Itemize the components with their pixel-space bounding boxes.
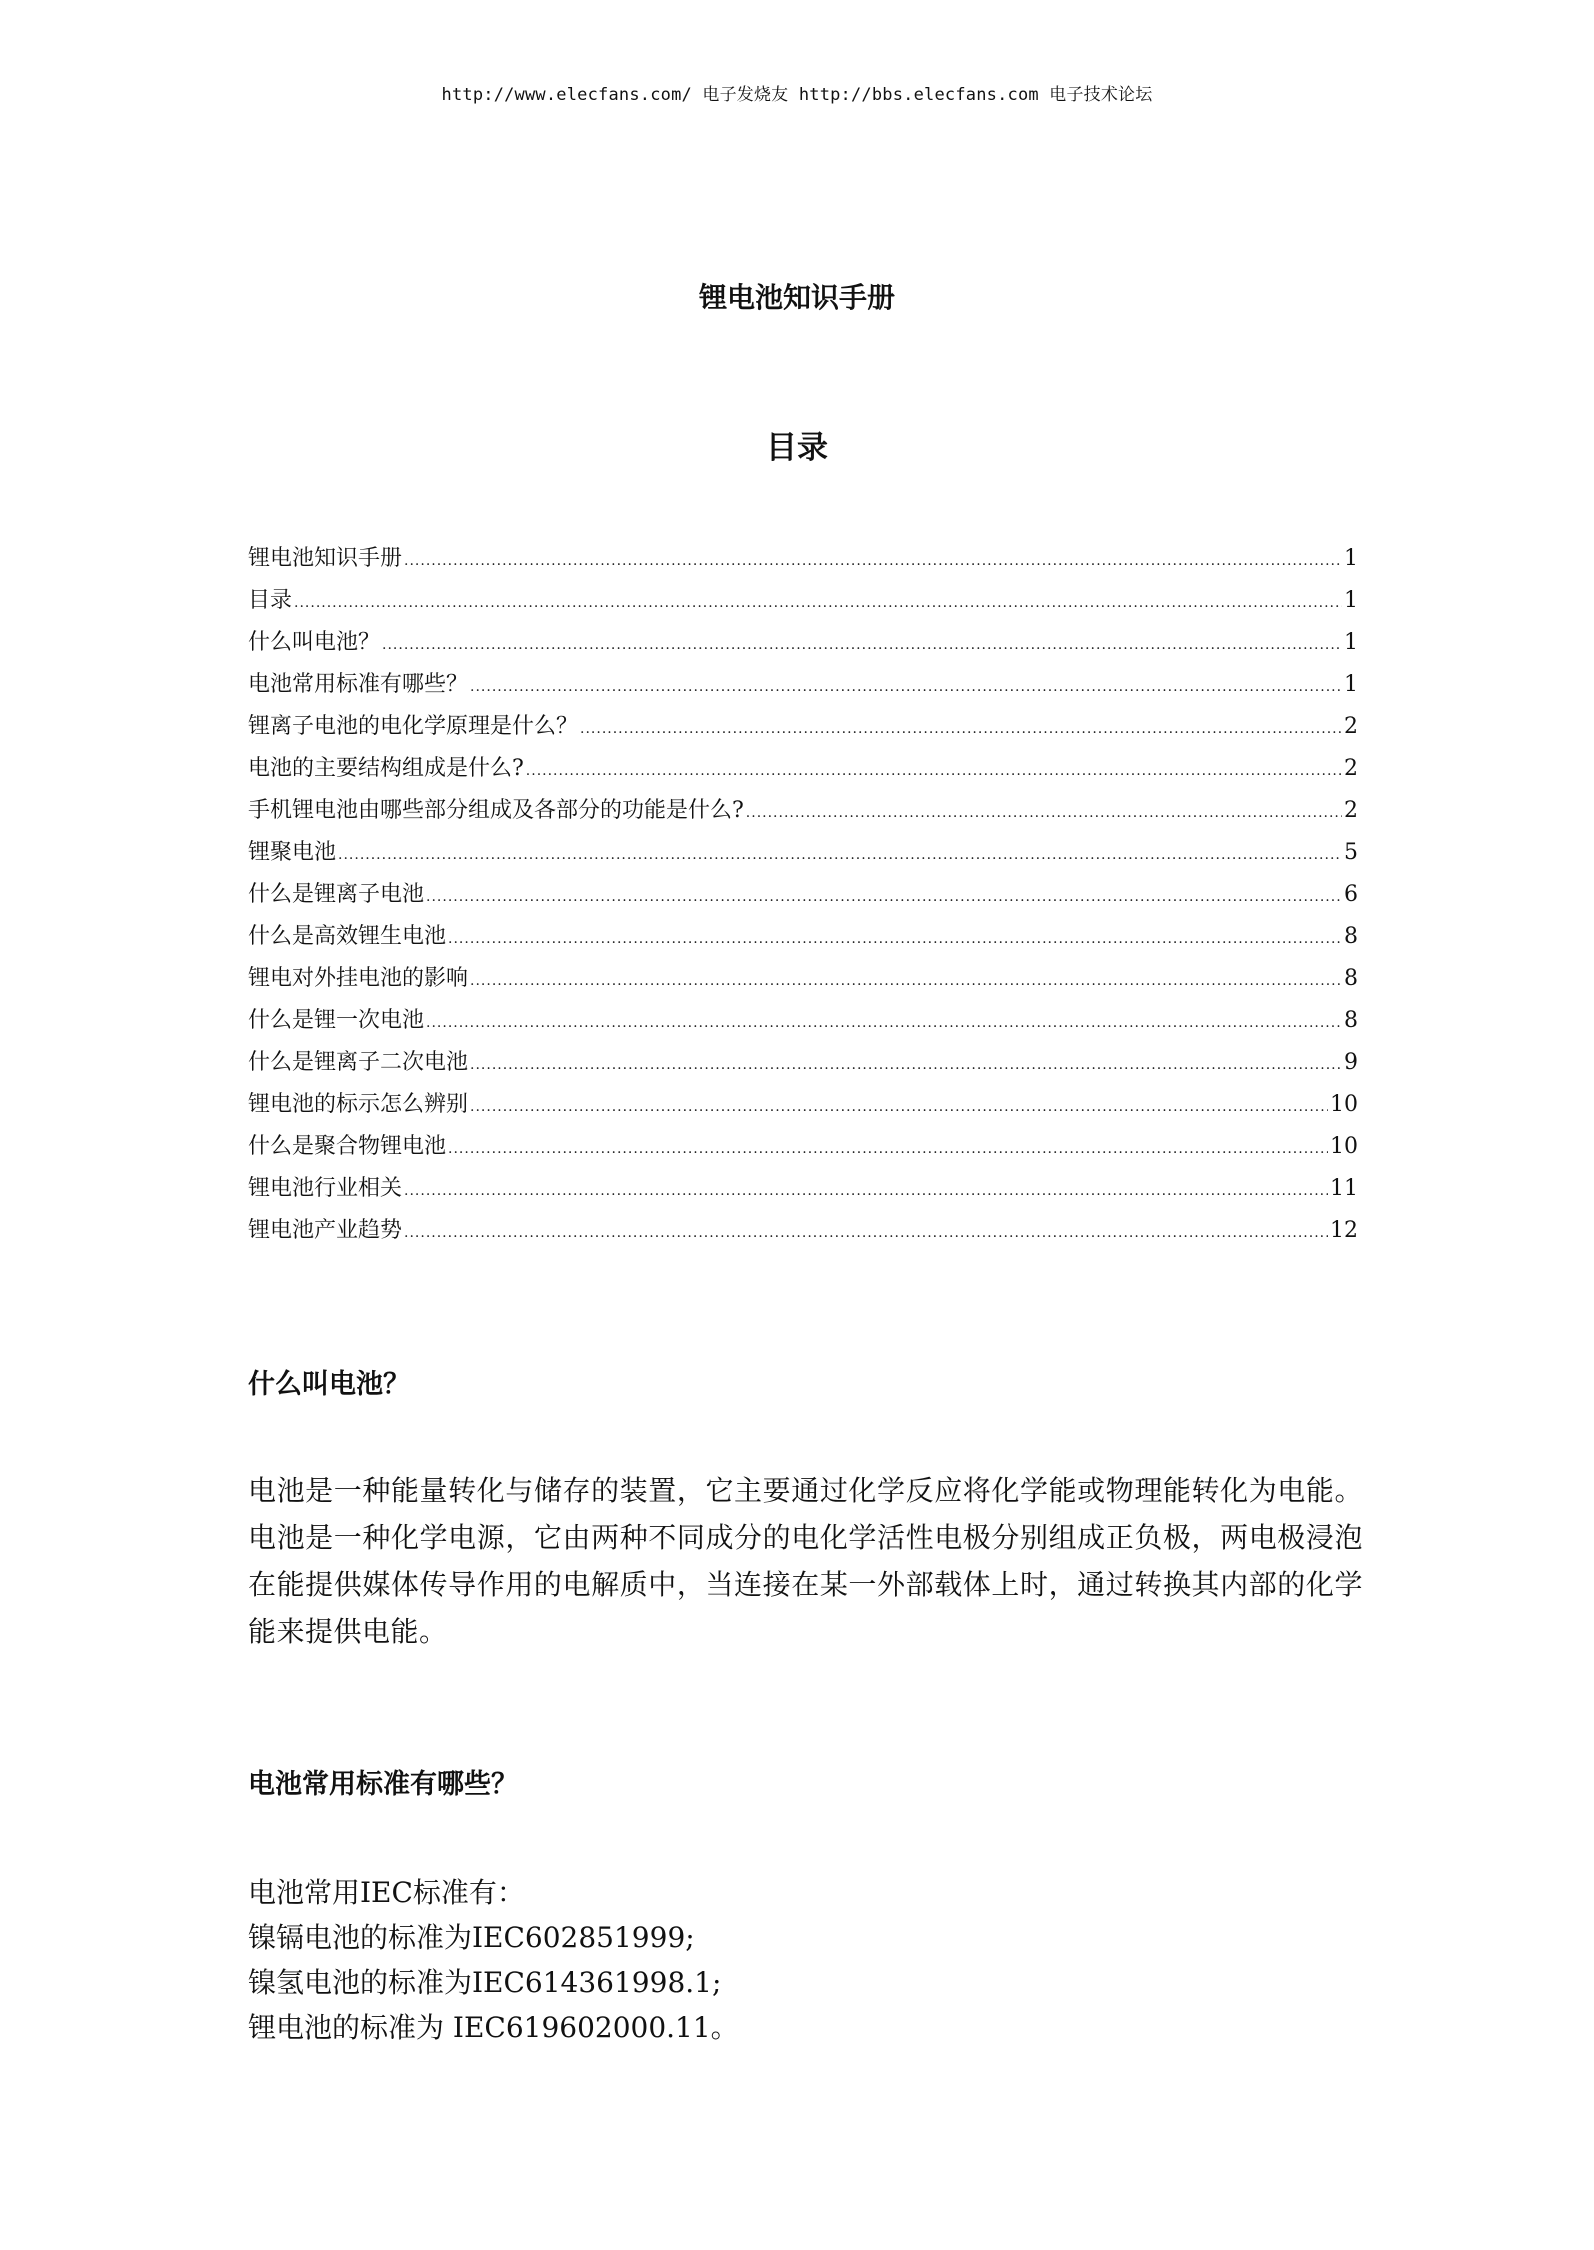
- toc-entry-page: 2: [1344, 756, 1358, 781]
- toc-entry-label: 电池的主要结构组成是什么?: [248, 756, 524, 781]
- page-header: http://www.elecfans.com/ 电子发烧友 http://bbs.elecfans.com 电子技术论坛: [441, 85, 1153, 105]
- toc-entry-page: 8: [1344, 1008, 1358, 1033]
- toc-entry-label: 锂电池知识手册: [248, 546, 403, 571]
- toc-entry-page: 5: [1344, 840, 1358, 865]
- toc-entry-page: 8: [1344, 966, 1358, 991]
- toc-entry-page: 9: [1344, 1050, 1358, 1075]
- standards-line: 镍氢电池的标准为IEC614361998.1;: [248, 1966, 722, 1999]
- toc-leader-dots: [404, 1170, 1328, 1212]
- toc-entry[interactable]: [248, 1168, 1358, 1210]
- toc-entry-page: 1: [1344, 630, 1358, 655]
- section-heading: 什么叫电池？: [248, 1369, 410, 1400]
- toc-entry-page: 1: [1344, 672, 1358, 697]
- toc-entry-label: 手机锂电池由哪些部分组成及各部分的功能是什么?: [248, 798, 744, 823]
- toc-entry[interactable]: [248, 622, 1358, 664]
- toc-leader-dots: [426, 876, 1342, 918]
- standards-line: 电池常用IEC标准有：: [248, 1876, 525, 1909]
- toc-entry[interactable]: [248, 706, 1358, 748]
- toc-leader-dots: [448, 918, 1342, 960]
- toc-entry-label: 目录: [248, 588, 293, 613]
- standards-line: 镍镉电池的标准为IEC602851999;: [248, 1921, 695, 1954]
- toc-entry[interactable]: [248, 1126, 1358, 1168]
- toc-entry-page: 2: [1344, 714, 1358, 739]
- toc-entry-label: 什么叫电池？: [248, 630, 381, 655]
- toc-entry[interactable]: [248, 1042, 1358, 1084]
- toc-entry[interactable]: [248, 748, 1358, 790]
- toc-entry-page: 12: [1330, 1218, 1358, 1243]
- toc-entry-label: 什么是锂离子电池: [248, 882, 425, 907]
- toc-entry[interactable]: [248, 580, 1358, 622]
- toc-entry-label: 锂离子电池的电化学原理是什么？: [248, 714, 579, 739]
- toc-entry-label: 什么是高效锂生电池: [248, 924, 447, 949]
- toc-entry[interactable]: [248, 1000, 1358, 1042]
- toc-entry[interactable]: [248, 874, 1358, 916]
- standards-list: [248, 1870, 739, 2050]
- toc-entry-label: 什么是锂一次电池: [248, 1008, 425, 1033]
- toc-leader-dots: [426, 1002, 1342, 1044]
- toc-leader-dots: [470, 1044, 1342, 1086]
- toc-entry[interactable]: [248, 916, 1358, 958]
- toc-leader-dots: [526, 750, 1342, 792]
- toc-title: 目录: [766, 430, 828, 466]
- toc-leader-dots: [338, 834, 1342, 876]
- toc-entry-page: 8: [1344, 924, 1358, 949]
- toc-leader-dots: [404, 540, 1342, 582]
- toc-entry-label: 什么是锂离子二次电池: [248, 1050, 469, 1075]
- toc-entry-label: 锂电池的标示怎么辨别: [248, 1092, 469, 1117]
- toc-entry-page: 10: [1330, 1092, 1358, 1117]
- toc-entry-page: 2: [1344, 798, 1358, 823]
- toc-entry-page: 11: [1330, 1176, 1358, 1201]
- toc-entry[interactable]: [248, 958, 1358, 1000]
- toc-entry[interactable]: [248, 1210, 1358, 1252]
- table-of-contents: [248, 538, 1358, 1252]
- toc-leader-dots: [448, 1128, 1328, 1170]
- toc-entry[interactable]: [248, 1084, 1358, 1126]
- toc-entry-label: 锂电池产业趋势: [248, 1218, 403, 1243]
- toc-entry-page: 10: [1330, 1134, 1358, 1159]
- section-heading: 电池常用标准有哪些？: [248, 1769, 518, 1800]
- toc-leader-dots: [404, 1212, 1328, 1254]
- standards-line: 锂电池的标准为 IEC619602000.11。: [248, 2011, 739, 2044]
- toc-entry[interactable]: [248, 790, 1358, 832]
- toc-leader-dots: [382, 624, 1342, 666]
- toc-entry[interactable]: [248, 538, 1358, 580]
- toc-leader-dots: [746, 792, 1342, 834]
- toc-entry-label: 锂电池行业相关: [248, 1176, 403, 1201]
- toc-leader-dots: [470, 1086, 1328, 1128]
- toc-leader-dots: [470, 666, 1342, 708]
- toc-entry-page: 1: [1344, 588, 1358, 613]
- toc-entry-label: 什么是聚合物锂电池: [248, 1134, 447, 1159]
- toc-entry[interactable]: [248, 664, 1358, 706]
- toc-leader-dots: [294, 582, 1342, 624]
- toc-entry-page: 6: [1344, 882, 1358, 907]
- toc-entry-label: 锂电对外挂电池的影响: [248, 966, 469, 991]
- toc-entry-page: 1: [1344, 546, 1358, 571]
- toc-leader-dots: [470, 960, 1342, 1002]
- toc-entry[interactable]: [248, 832, 1358, 874]
- toc-entry-label: 电池常用标准有哪些？: [248, 672, 469, 697]
- toc-leader-dots: [580, 708, 1342, 750]
- document-title: 锂电池知识手册: [698, 281, 895, 314]
- toc-entry-label: 锂聚电池: [248, 840, 337, 865]
- section-paragraph: 电池是一种能量转化与储存的装置，它主要通过化学反应将化学能或物理能转化为电能。电池是一种化学电源，它由两种不同成分的电化学活性电极分别组成正负极，两电极浸泡在能提供媒体传导作用的电解质中，当连接在某一外部载体上时，通过转换其内部的化学能来提供电能。: [248, 1474, 1363, 1648]
